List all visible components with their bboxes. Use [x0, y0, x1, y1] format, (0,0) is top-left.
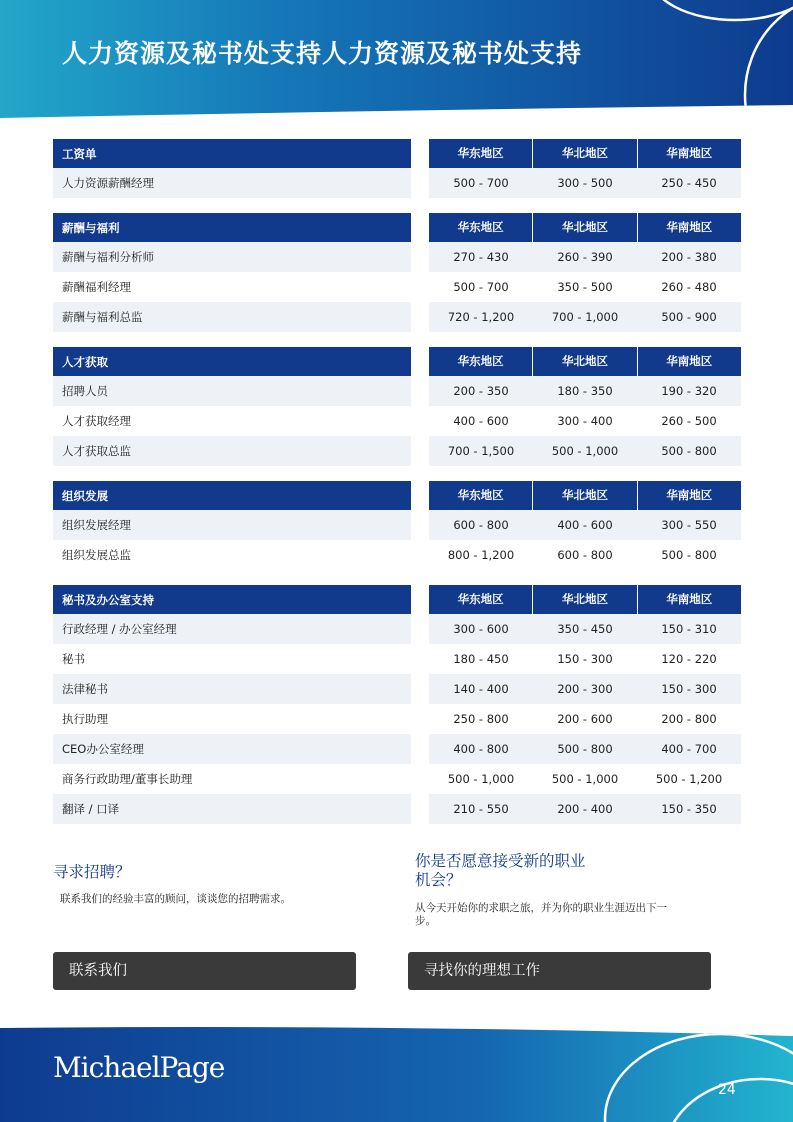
- role-column: [53, 213, 411, 332]
- region-header: 华北地区: [532, 347, 636, 376]
- salary-range: 260 - 480: [661, 280, 717, 294]
- region-header: 华南地区: [637, 213, 741, 242]
- career-heading-line1: 你是否愿意接受新的职业: [415, 852, 586, 870]
- region-header: 华东地区: [457, 220, 504, 234]
- table-row: [429, 614, 741, 644]
- salary-range: 400 - 700: [661, 742, 717, 756]
- salary-range: 500 - 1,000: [551, 444, 619, 458]
- salary-table: [53, 585, 741, 824]
- role-name: 组织发展总监: [62, 548, 131, 562]
- salary-range: 500 - 1,200: [655, 772, 723, 786]
- salary-range: 600 - 800: [453, 518, 509, 532]
- role-name: 组织发展经理: [53, 510, 411, 540]
- hiring-body: 联系我们的经验丰富的顾问，谈谈您的招聘需求。: [60, 893, 291, 905]
- salary-range: 800 - 1,200: [447, 548, 515, 562]
- contact-us-button[interactable]: 联系我们: [53, 952, 356, 990]
- role-name: 执行助理: [62, 712, 108, 726]
- career-heading: [415, 852, 720, 890]
- role-column: [53, 585, 411, 824]
- table-row: [429, 302, 741, 332]
- region-header: 华东地区: [457, 592, 504, 606]
- role-column: [53, 139, 411, 198]
- role-name: 秘书: [62, 652, 85, 666]
- salary-range: 350 - 450: [557, 622, 613, 636]
- region-header: 华北地区: [532, 585, 636, 614]
- career-cta: [415, 852, 720, 928]
- role-name: 人才获取经理: [62, 414, 131, 428]
- salary-range: 300 - 550: [661, 518, 717, 532]
- region-header: 华北地区: [532, 213, 636, 242]
- region-header-row: [429, 347, 741, 376]
- hiring-heading: 寻求招聘？: [53, 863, 131, 881]
- salary-range: 200 - 600: [557, 712, 613, 726]
- region-header: 华南地区: [637, 347, 741, 376]
- table-row: [429, 242, 741, 272]
- table-row: [429, 734, 741, 764]
- career-body-line1: 从今天开始你的求职之旅，并为你的职业生涯迈出下一: [415, 902, 667, 914]
- page-title: 人力资源及秘书处支持人力资源及秘书处支持: [62, 39, 583, 68]
- salary-range: 150 - 300: [557, 652, 613, 666]
- salary-range: 500 - 800: [661, 444, 717, 458]
- salary-range: 600 - 800: [557, 548, 613, 562]
- salary-range: 500 - 700: [453, 280, 509, 294]
- salary-range: 210 - 550: [453, 802, 509, 816]
- table-row: [429, 436, 741, 466]
- salary-range: 150 - 350: [661, 802, 717, 816]
- salary-range: 400 - 600: [453, 414, 509, 428]
- salary-range: 140 - 400: [453, 682, 509, 696]
- table-row: [429, 704, 741, 734]
- salary-range: 250 - 450: [661, 176, 717, 190]
- salary-range: 260 - 390: [557, 250, 613, 264]
- salary-range: 500 - 1,000: [447, 772, 515, 786]
- region-header-row: [429, 213, 741, 242]
- role-name: 招聘人员: [53, 376, 411, 406]
- salary-range: 200 - 380: [661, 250, 717, 264]
- role-name: 行政经理 / 办公室经理: [53, 614, 411, 644]
- salary-table: [53, 213, 741, 332]
- region-header: 华南地区: [637, 139, 741, 168]
- region-header: 华北地区: [532, 481, 636, 510]
- table-title: 人才获取: [53, 347, 411, 376]
- salary-table: [53, 347, 741, 466]
- region-header-row: [429, 585, 741, 614]
- region-header: 华南地区: [637, 481, 741, 510]
- page-header: [0, 0, 793, 120]
- salary-range: 500 - 700: [453, 176, 509, 190]
- region-header: 华北地区: [532, 139, 636, 168]
- salary-range: 500 - 900: [661, 310, 717, 324]
- salary-range: 200 - 800: [661, 712, 717, 726]
- salary-range: 400 - 600: [557, 518, 613, 532]
- role-name: 商务行政助理/董事长助理: [62, 772, 193, 786]
- role-name: 薪酬与福利分析师: [53, 242, 411, 272]
- table-row: [429, 764, 741, 794]
- table-row: [429, 644, 741, 674]
- role-name: 法律秘书: [53, 674, 411, 704]
- salary-range: 270 - 430: [453, 250, 509, 264]
- salary-range: 350 - 500: [557, 280, 613, 294]
- salary-range: 300 - 500: [557, 176, 613, 190]
- salary-range: 200 - 300: [557, 682, 613, 696]
- salary-range: 180 - 350: [557, 384, 613, 398]
- role-name: CEO办公室经理: [53, 734, 411, 764]
- salary-range: 700 - 1,000: [551, 310, 619, 324]
- salary-range: 190 - 320: [661, 384, 717, 398]
- salary-range: 150 - 300: [661, 682, 717, 696]
- salary-range: 200 - 350: [453, 384, 509, 398]
- find-job-button[interactable]: 寻找你的理想工作: [408, 952, 711, 990]
- region-header: 华南地区: [637, 585, 741, 614]
- salary-range: 120 - 220: [661, 652, 717, 666]
- hiring-cta: [53, 852, 358, 906]
- career-body: [415, 902, 720, 928]
- region-header: 华东地区: [457, 488, 504, 502]
- salary-tables: [53, 139, 741, 839]
- salary-range: 500 - 1,000: [551, 772, 619, 786]
- salary-table: [53, 139, 741, 198]
- table-title: 组织发展: [53, 481, 411, 510]
- salary-range: 300 - 400: [557, 414, 613, 428]
- table-row: [429, 272, 741, 302]
- role-column: [53, 347, 411, 466]
- salary-range: 400 - 800: [453, 742, 509, 756]
- salary-column: [429, 347, 741, 466]
- salary-range: 700 - 1,500: [447, 444, 515, 458]
- table-row: [429, 376, 741, 406]
- table-row: [429, 168, 741, 198]
- salary-range: 720 - 1,200: [447, 310, 515, 324]
- role-name: 人才获取总监: [53, 436, 411, 466]
- salary-range: 500 - 800: [661, 548, 717, 562]
- salary-column: [429, 585, 741, 824]
- career-heading-line2: 机会？: [415, 871, 462, 889]
- salary-range: 180 - 450: [453, 652, 509, 666]
- michael-page-logo: MichaelPage: [53, 1051, 225, 1084]
- role-column: [53, 481, 411, 570]
- salary-table: [53, 481, 741, 570]
- region-header-row: [429, 481, 741, 510]
- salary-range: 200 - 400: [557, 802, 613, 816]
- table-row: [429, 674, 741, 704]
- region-header: 华东地区: [457, 354, 504, 368]
- salary-column: [429, 139, 741, 198]
- page-number: 24: [718, 1082, 736, 1098]
- region-header-row: [429, 139, 741, 168]
- salary-range: 300 - 600: [453, 622, 509, 636]
- role-name: 人力资源薪酬经理: [53, 168, 411, 198]
- table-title: 秘书及办公室支持: [53, 585, 411, 614]
- salary-range: 260 - 500: [661, 414, 717, 428]
- table-title: 薪酬与福利: [53, 213, 411, 242]
- career-body-line2: 步。: [415, 915, 436, 927]
- table-row: [429, 406, 741, 436]
- salary-column: [429, 481, 741, 570]
- table-row: [429, 510, 741, 540]
- table-row: [429, 794, 741, 824]
- table-title: 工资单: [53, 139, 411, 168]
- role-name: 翻译 / 口译: [53, 794, 411, 824]
- table-row: [429, 540, 741, 570]
- role-name: 薪酬与福利总监: [53, 302, 411, 332]
- salary-range: 250 - 800: [453, 712, 509, 726]
- salary-range: 150 - 310: [661, 622, 717, 636]
- salary-column: [429, 213, 741, 332]
- region-header: 华东地区: [457, 146, 504, 160]
- salary-range: 500 - 800: [557, 742, 613, 756]
- role-name: 薪酬福利经理: [62, 280, 131, 294]
